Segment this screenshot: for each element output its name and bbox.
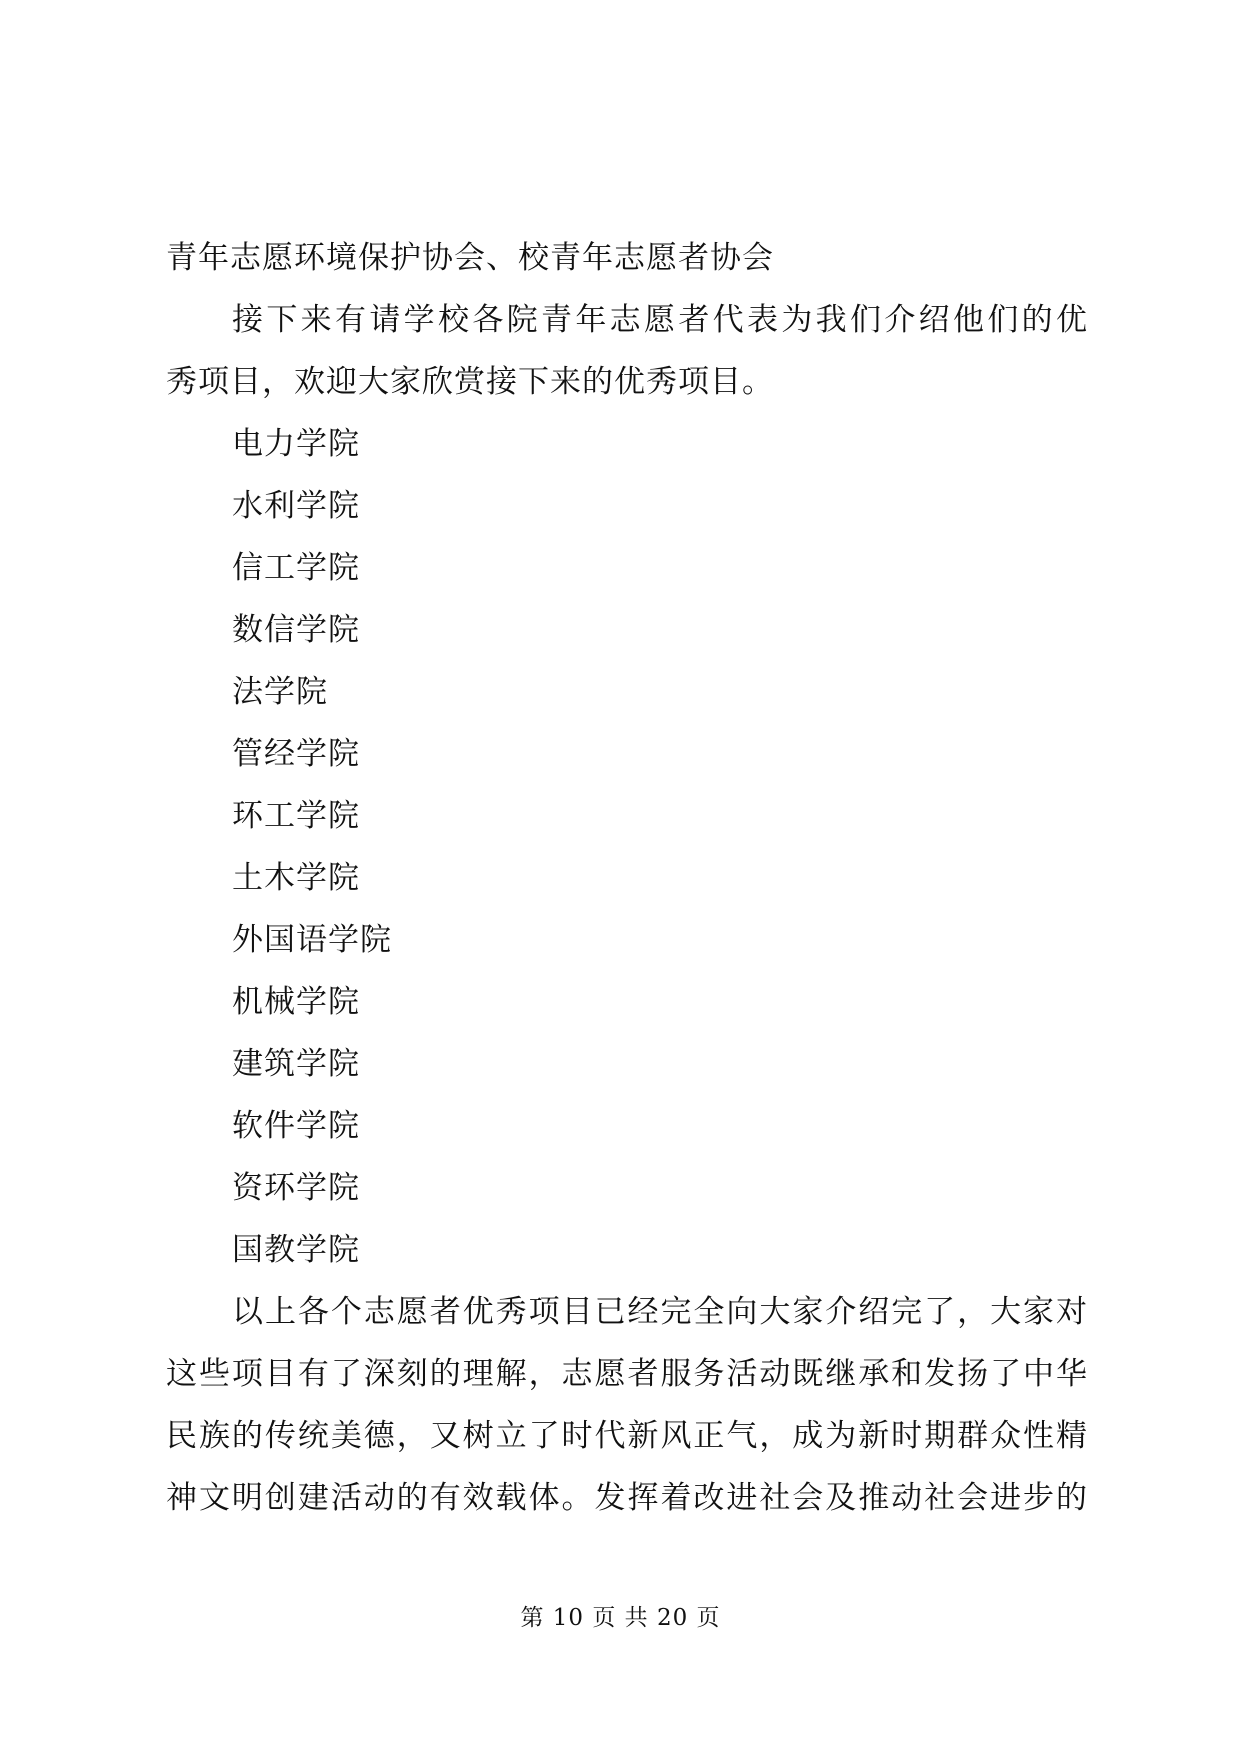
text-line: 国教学院: [232, 1232, 360, 1268]
text-line: 神文明创建活动的有效载体。发挥着改进社会及推动社会进步的: [166, 1480, 1088, 1516]
text-line: 管经学院: [232, 736, 360, 772]
text-line: 电力学院: [232, 426, 360, 462]
text-line: 数信学院: [232, 612, 360, 648]
text-line: 以上各个志愿者优秀项目已经完全向大家介绍完了，大家对: [232, 1294, 1088, 1330]
text-line: 法学院: [232, 674, 328, 710]
text-line: 青年志愿环境保护协会、校青年志愿者协会: [166, 240, 774, 276]
text-line: 机械学院: [232, 984, 360, 1020]
text-line: 接下来有请学校各院青年志愿者代表为我们介绍他们的优: [232, 302, 1088, 338]
text-line: 外国语学院: [232, 922, 392, 958]
document-body: [166, 227, 1088, 1529]
text-line: 建筑学院: [232, 1046, 360, 1082]
text-line: 这些项目有了深刻的理解，志愿者服务活动既继承和发扬了中华: [166, 1356, 1088, 1392]
text-line: 资环学院: [232, 1170, 360, 1206]
text-line: 水利学院: [232, 488, 360, 524]
text-line: 土木学院: [232, 860, 360, 896]
page-footer: 第 10 页 共 20 页: [520, 1605, 721, 1631]
text-line: 秀项目，欢迎大家欣赏接下来的优秀项目。: [166, 364, 774, 400]
text-line: 环工学院: [232, 798, 360, 834]
text-line: 民族的传统美德，又树立了时代新风正气，成为新时期群众性精: [166, 1418, 1088, 1454]
text-line: 软件学院: [232, 1108, 360, 1144]
text-line: 信工学院: [232, 550, 360, 586]
